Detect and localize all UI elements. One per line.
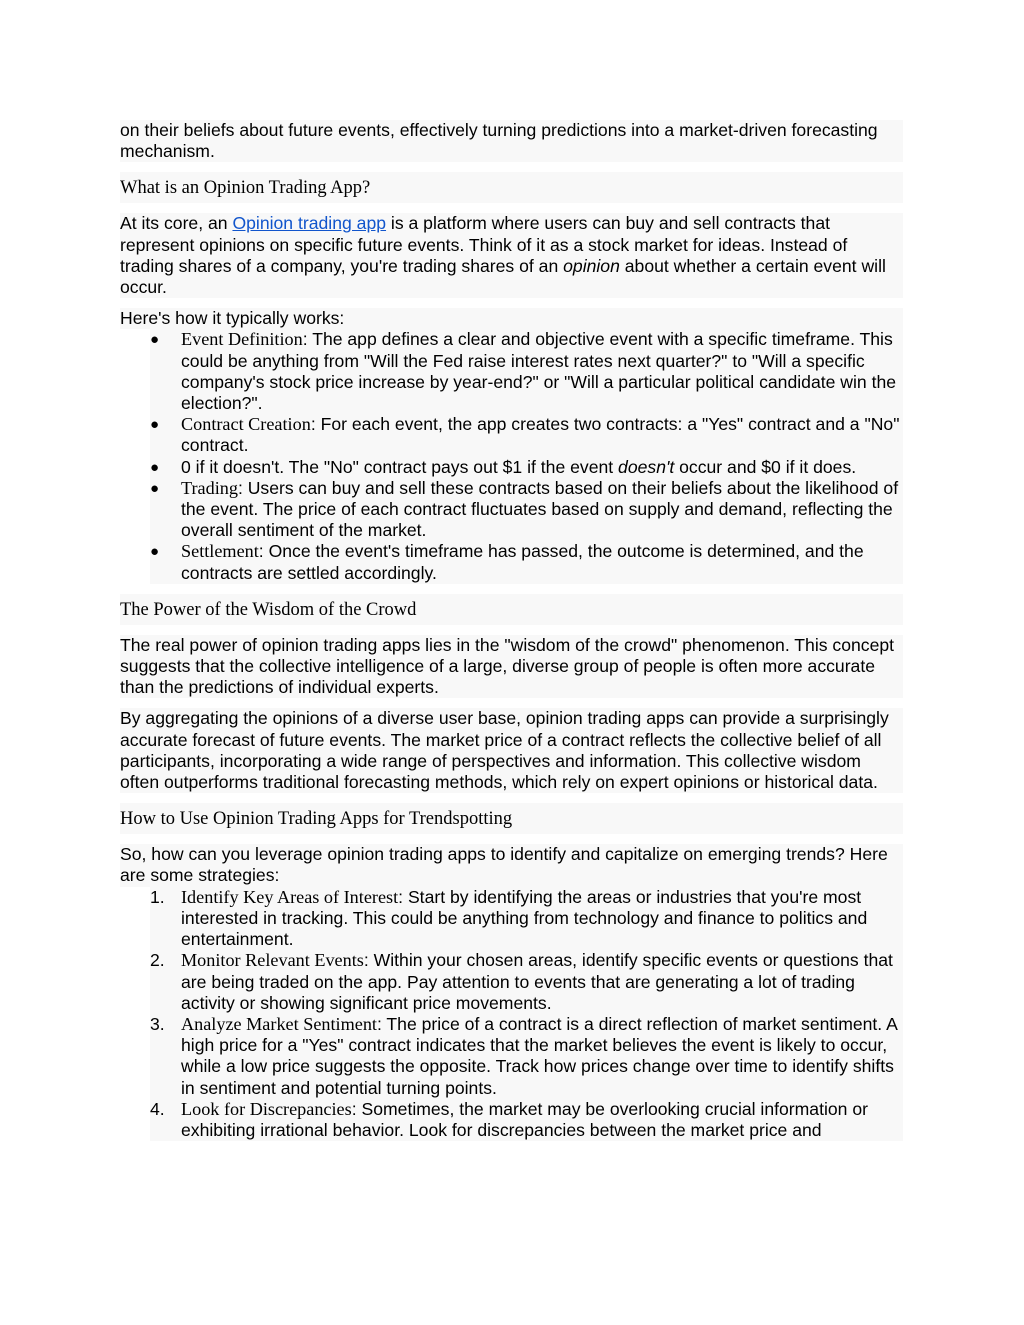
section1-heading-block	[120, 172, 903, 203]
list-item-term: Settlement	[181, 541, 259, 562]
opinion-trading-app-link[interactable]: Opinion trading app	[232, 213, 387, 234]
strategies-list	[150, 887, 903, 1141]
section-heading-trendspotting: How to Use Opinion Trading Apps for Trendspotting	[120, 809, 513, 830]
section-heading-wisdom-of-crowd: The Power of the Wisdom of the Crowd	[120, 599, 417, 620]
section1-paragraph1	[120, 213, 903, 298]
list-item-term: Event Definition	[181, 329, 303, 350]
section3-paragraph1: So, how can you leverage opinion trading apps to identify and capitalize on emerging trends? Here are some strategies:	[120, 844, 888, 886]
text-run: At its core, an	[120, 213, 233, 234]
list-number: 4.	[150, 1098, 165, 1119]
list-item-text-end: occur and $0 if it does.	[674, 456, 857, 477]
list-item-text: : Start by identifying the areas or industries that you're most interested in tracking. This could be anything from technology and finance to politics and entertainment.	[181, 886, 868, 950]
section3-heading-block	[120, 803, 903, 834]
list-item-term: Trading	[181, 477, 238, 498]
list-number: 1.	[150, 886, 165, 907]
list-item-text: : Within your chosen areas, identify specific events or questions that are being traded on the app. Pay attention to events that are generating a lot of trading activity or showing significant price movements.	[181, 950, 893, 1013]
list-item-text: : The app defines a clear and objective event with a specific timeframe. This could be anything from "Will the Fed raise interest rates next quarter?" to "Will a specific company's stock price increase by year-end?" or "Will a particular political candidate win the election?".	[181, 329, 897, 414]
list-item-contract-creation	[150, 414, 903, 456]
emphasis-text: opinion	[563, 255, 620, 276]
section2-paragraph1: The real power of opinion trading apps lies in the "wisdom of the crowd" phenomenon. This concept suggests that the collective intelligence of a large, diverse group of people is often more accurate than the predictions of individual experts.	[120, 634, 895, 698]
section2-paragraph1-block	[120, 635, 903, 699]
list-item-term: Identify Key Areas of Interest	[181, 886, 399, 907]
section1-paragraph2: Here's how it typically works:	[120, 308, 345, 329]
emphasis-text: doesn't	[618, 456, 675, 477]
list-item-term: Monitor Relevant Events	[181, 950, 364, 971]
list-item-text: 0 if it doesn't. The "No" contract pays out $1 if the event	[181, 456, 619, 477]
section2-paragraph2-block	[120, 708, 903, 793]
list-number: 3.	[150, 1013, 165, 1034]
bullet-marker: ●	[150, 331, 160, 349]
section-heading-what-is: What is an Opinion Trading App?	[120, 178, 371, 199]
text-run: is a platform where users can buy and sell contracts that represent opinions on specific future events. Think of it as a stock market for ideas. Instead of trading shares of a company, you're trading shares of an	[120, 213, 848, 276]
bullet-marker: ●	[150, 416, 160, 434]
list-item-text: : The price of a contract is a direct reflection of market sentiment. A high price for a "Yes" contract indicates that the market believes the event is likely to occur, while a low price suggests the opposite. Track how prices change over time to identify shifts in sentiment and potential turning points.	[181, 1013, 897, 1098]
list-item-term: Analyze Market Sentiment	[181, 1013, 377, 1034]
list-item-settlement	[150, 541, 903, 583]
list-item-trading	[150, 478, 903, 542]
list-item-payout	[150, 457, 903, 478]
list-item-term: Look for Discrepancies	[181, 1098, 352, 1119]
list-item-text: : Users can buy and sell these contracts based on their beliefs about the likelihood of the event. The price of each contract fluctuates based on supply and demand, reflecting the overall sentiment of the market.	[181, 477, 899, 541]
list-item-text: : Sometimes, the market may be overlooking crucial information or exhibiting irrational behavior. Look for discrepancies between the market price and	[181, 1098, 868, 1140]
section1-paragraph2-block	[120, 308, 903, 329]
section1-paragraph1-block	[120, 213, 903, 298]
section2-heading-block	[120, 594, 903, 625]
list-item-monitor-events	[150, 950, 903, 1014]
list-item-term: Contract Creation	[181, 414, 311, 435]
list-item-event-definition	[150, 329, 903, 414]
intro-paragraph: on their beliefs about future events, effectively turning predictions into a market-driven forecasting mechanism.	[120, 120, 878, 162]
list-item-identify-key-areas	[150, 887, 903, 951]
list-item-analyze-sentiment	[150, 1014, 903, 1099]
bullet-marker: ●	[150, 458, 160, 476]
text-run: about whether a certain event will occur.	[120, 255, 886, 298]
list-item-text: : Once the event's timeframe has passed, the outcome is determined, and the contracts are settled accordingly.	[181, 541, 864, 583]
section3-paragraph1-block	[120, 844, 903, 886]
bullet-marker: ●	[150, 543, 160, 561]
list-item-look-for-discrepancies	[150, 1099, 903, 1141]
bullet-marker: ●	[150, 479, 160, 497]
section2-paragraph2: By aggregating the opinions of a diverse user base, opinion trading apps can provide a surprisingly accurate forecast of future events. The market price of a contract reflects the collective belief of all participants, incorporating a wide range of perspectives and information. This collective wisdom often outperforms traditional forecasting methods, which rely on expert opinions or historical data.	[120, 708, 889, 793]
intro-paragraph-block	[120, 120, 903, 162]
document-page	[120, 120, 903, 1151]
list-number: 2.	[150, 950, 165, 971]
list-item-text: : For each event, the app creates two contracts: a "Yes" contract and a "No" contract.	[181, 414, 900, 456]
how-it-works-list	[150, 329, 903, 583]
